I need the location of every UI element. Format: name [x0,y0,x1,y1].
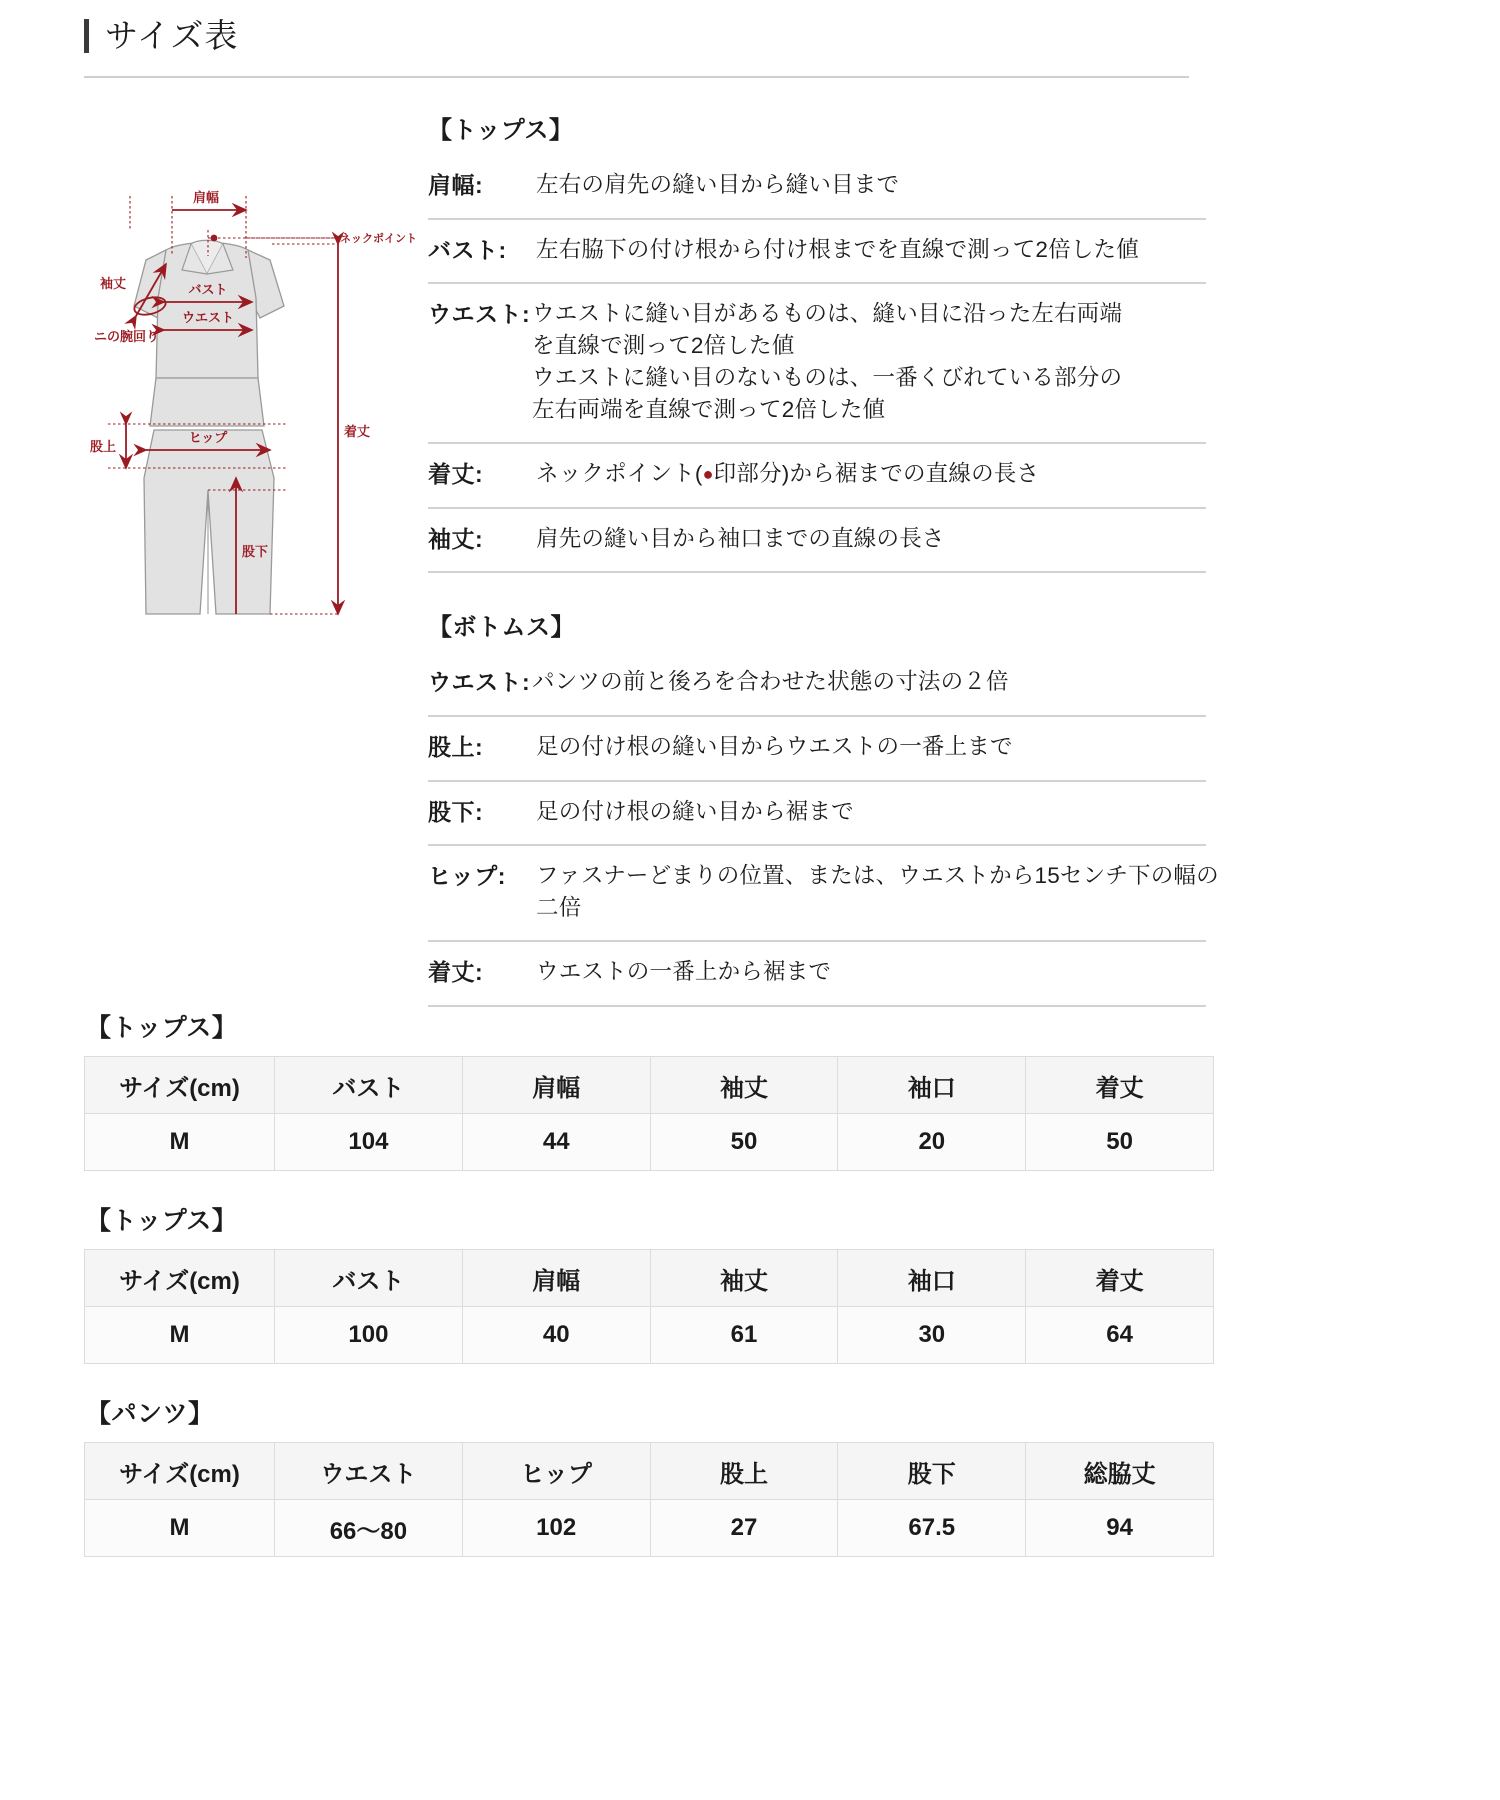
size-table [84,1442,1214,1557]
table-cell: 64 [1026,1307,1214,1364]
definition-row [428,782,1206,847]
definition-description [536,731,1206,763]
table-cell: 50 [650,1114,838,1171]
diagram-label-rise: 股上 [90,439,117,454]
neck-point-dot [211,235,218,242]
table-row [85,1500,1214,1557]
title-accent-bar [84,19,89,53]
definition-term: 股下: [428,798,484,825]
definition-term: ヒップ: [428,863,506,890]
measurement-definitions [428,108,1219,1007]
definition-line: ウエストに縫い目があるものは、縫い目に沿った左右両端 [532,301,1123,327]
definition-text-pre: ネックポイント( [536,461,703,487]
definition-description [536,169,1206,201]
table-cell: 27 [650,1500,838,1557]
table-cell: 61 [650,1307,838,1364]
table-title: 【トップス】 [86,1207,238,1235]
table-header-row [85,1250,1214,1307]
table-cell: 102 [462,1500,650,1557]
table-cell: M [85,1500,275,1557]
definition-row [428,717,1206,782]
definition-line: パンツの前と後ろを合わせた状態の寸法の２倍 [532,669,1009,695]
bottoms-definitions-heading: 【ボトムス】 [428,614,575,642]
definition-line: 二倍 [536,895,582,921]
diagram-label-hip: ヒップ [188,430,228,445]
table-header-cell: サイズ(cm) [85,1443,275,1500]
diagram-label-bust: バスト [188,282,228,297]
definition-row [428,155,1206,220]
table-cell: 94 [1026,1500,1214,1557]
definition-row [428,652,1206,717]
definition-line: を直線で測って2倍した値 [532,333,795,359]
table-header-cell: 袖丈 [650,1250,838,1307]
table-title: 【パンツ】 [86,1400,214,1428]
size-table-block [84,1193,1214,1364]
definition-line: ウエストに縫い目のないものは、一番くびれている部分の [532,365,1123,391]
table-header-cell: 袖丈 [650,1057,838,1114]
table-cell: 20 [838,1114,1026,1171]
tops-definitions-heading: 【トップス】 [428,117,574,144]
diagram-label-inseam: 股下 [242,544,269,559]
table-header-cell: 股下 [838,1443,1026,1500]
table-header-cell: サイズ(cm) [85,1057,275,1114]
definition-line: 足の付け根の縫い目から裾まで [536,798,854,824]
size-table [84,1056,1214,1171]
definition-term: 着丈: [428,461,484,488]
table-cell: M [85,1307,275,1364]
definition-term: ウエスト: [428,669,531,696]
table-header-cell: 袖口 [838,1057,1026,1114]
title-row [84,18,1189,54]
definition-row [428,220,1206,285]
definition-line: 足の付け根の縫い目からウエストの一番上まで [536,734,1013,760]
garment-measurement-diagram [88,178,418,688]
definition-row [428,846,1219,942]
diagram-label-sleeve-length: 袖丈 [100,276,127,291]
definition-term: 袖丈: [428,525,484,552]
table-header-cell: バスト [275,1057,463,1114]
diagram-label-upper-arm: ニの腕回り [94,329,160,344]
definition-description [532,666,1206,698]
definition-row [428,509,1206,574]
diagram-label-shoulder: 肩幅 [192,190,220,205]
table-cell: 67.5 [838,1500,1026,1557]
size-tables [84,1000,1214,1579]
table-cell: 100 [275,1307,463,1364]
definition-description [536,860,1219,924]
definition-text-post: 印部分)から裾までの直線の長さ [713,461,1040,487]
table-header-row [85,1443,1214,1500]
table-cell: 30 [838,1307,1026,1364]
definition-line: 肩先の縫い目から袖口までの直線の長さ [536,525,945,551]
size-table-block [84,1000,1214,1171]
table-header-cell: 袖口 [838,1250,1026,1307]
definition-line: 左右脇下の付け根から付け根までを直線で測って2倍した値 [536,236,1139,262]
page-title: サイズ表 [105,17,239,54]
diagram-label-garment-length: 着丈 [344,424,371,439]
table-header-cell: バスト [275,1250,463,1307]
definition-term: 股上: [428,734,484,761]
definition-description [536,523,1206,555]
table-header-cell: 肩幅 [462,1057,650,1114]
diagram-label-neck-point: ネックポイント [340,233,417,245]
diagram-label-waist: ウエスト [181,310,235,325]
definition-line: ファスナーどまりの位置、または、ウエストから15センチ下の幅の [536,863,1219,889]
definition-term: 肩幅: [428,172,484,198]
table-row [85,1114,1214,1171]
definition-row [428,284,1206,444]
table-header-cell: 肩幅 [462,1250,650,1307]
table-header-cell: ウエスト [275,1443,463,1500]
definition-row [428,444,1206,509]
definition-description [536,458,1206,490]
definition-term: バスト: [428,236,507,263]
table-title: 【トップス】 [86,1014,238,1042]
definition-description [532,298,1206,426]
table-header-cell: 着丈 [1026,1250,1214,1307]
neck-point-dot-icon: ● [702,464,714,485]
definition-description [536,796,1206,828]
table-cell: 104 [275,1114,463,1171]
table-cell: M [85,1114,275,1171]
definition-line: ウエストの一番上から裾まで [536,959,832,985]
table-header-cell: 股上 [650,1443,838,1500]
table-row [85,1307,1214,1364]
table-header-cell: 総脇丈 [1026,1443,1214,1500]
table-cell: 66〜80 [275,1500,463,1557]
size-table-block [84,1386,1214,1557]
definition-row [428,942,1206,1007]
table-cell: 50 [1026,1114,1214,1171]
table-header-cell: 着丈 [1026,1057,1214,1114]
table-header-cell: サイズ(cm) [85,1250,275,1307]
definition-term: ウエスト: [428,301,531,328]
table-header-cell: ヒップ [462,1443,650,1500]
table-cell: 44 [462,1114,650,1171]
table-header-row [85,1057,1214,1114]
table-cell: 40 [462,1307,650,1364]
definition-line: 左右両端を直線で測って2倍した値 [532,397,886,423]
definition-line: 左右の肩先の縫い目から縫い目まで [536,172,900,197]
definition-term: 着丈: [428,959,484,986]
definition-description [536,234,1206,266]
definition-line [536,458,1206,490]
title-divider [84,76,1189,78]
page-header [84,18,1189,78]
size-table [84,1249,1214,1364]
definition-description [536,956,1206,988]
